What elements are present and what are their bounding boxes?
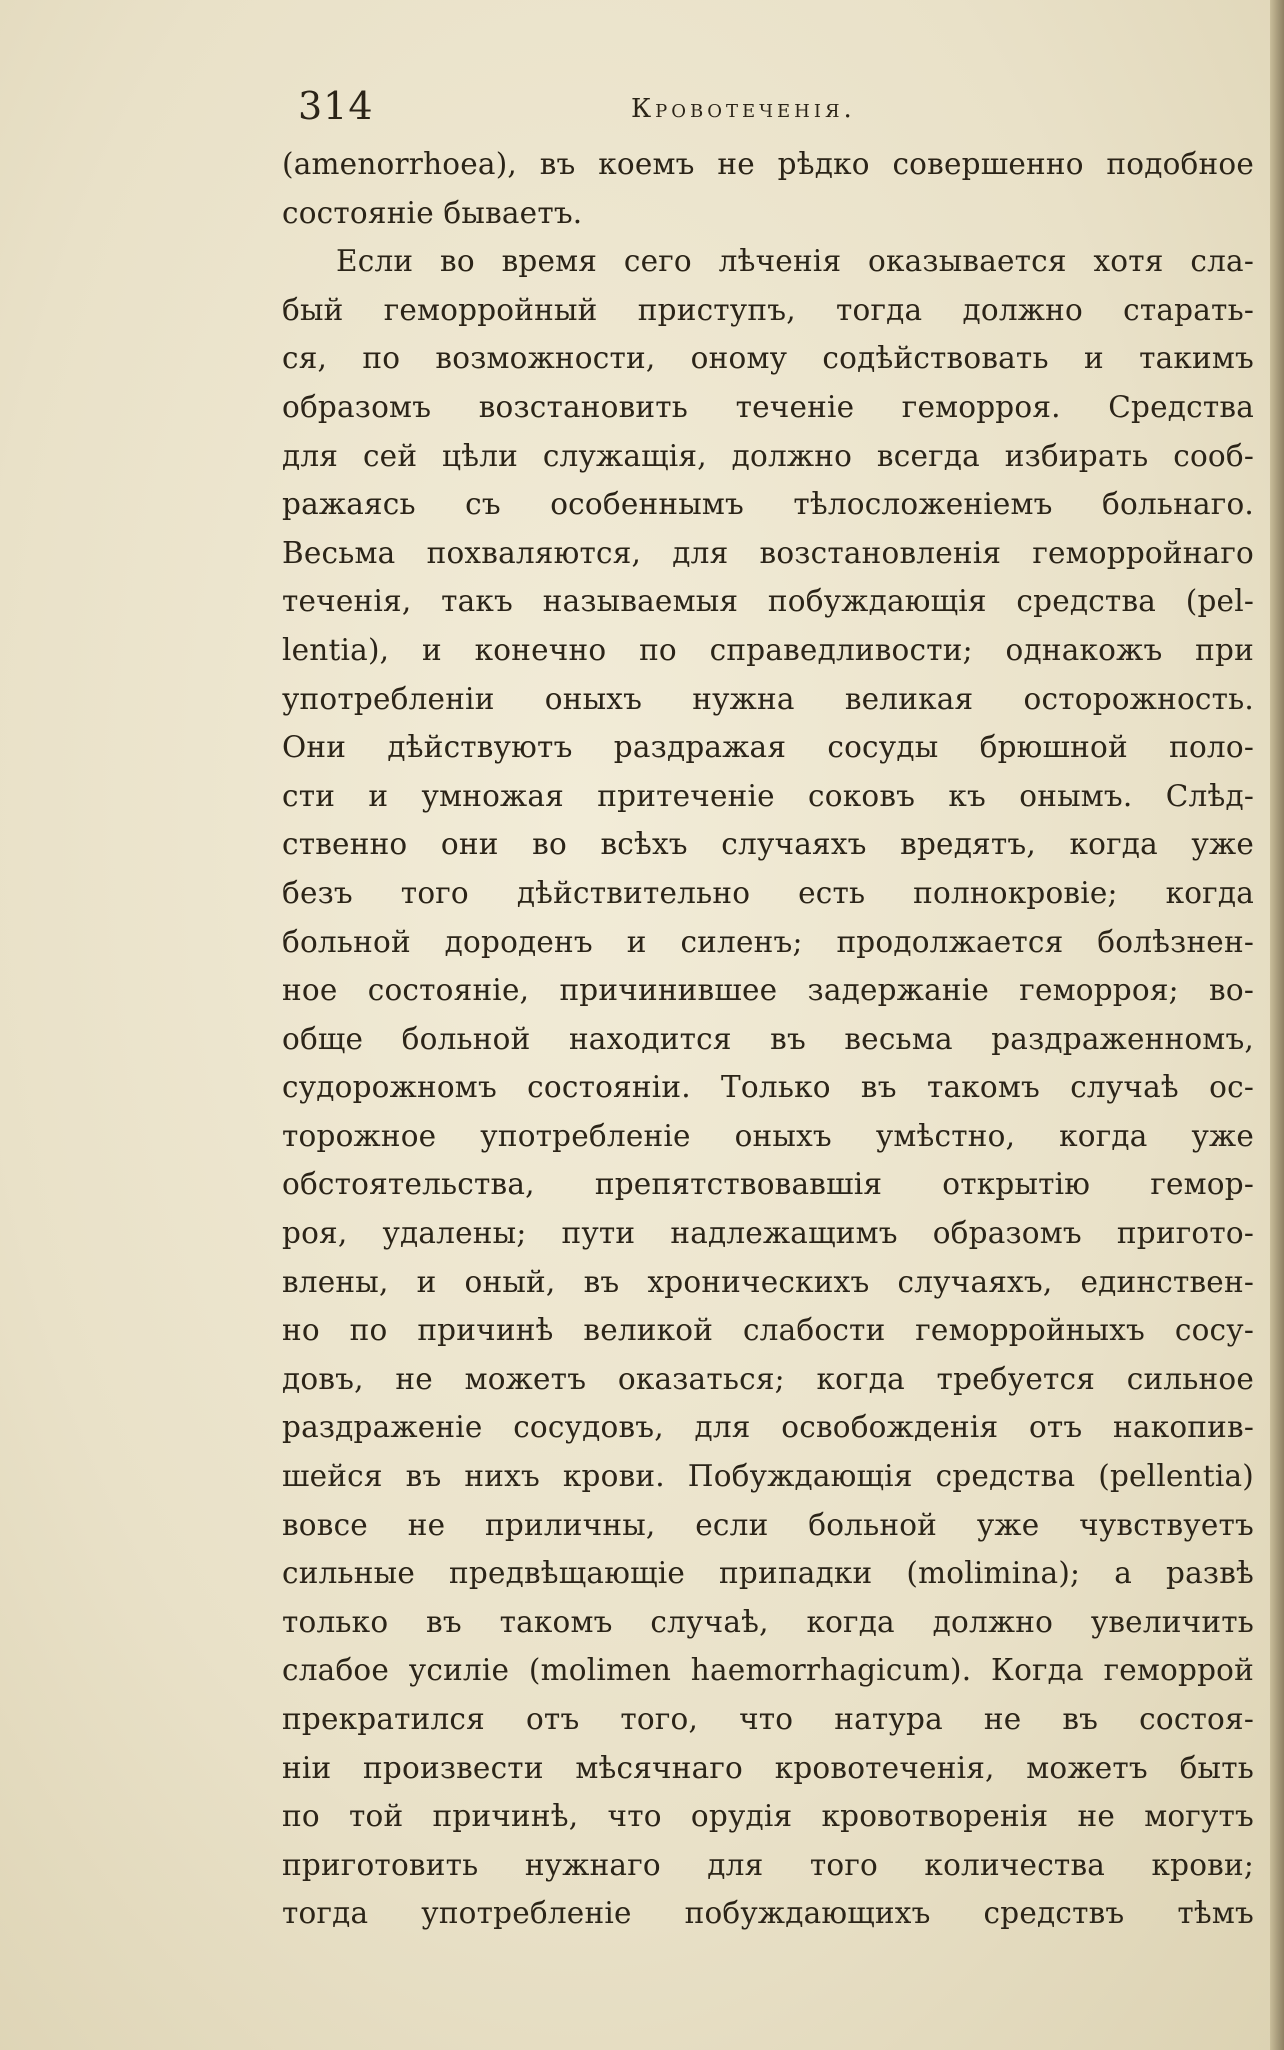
text-line: Они дѣйствуютъ раздражая сосуды брюшной поло- bbox=[282, 730, 1254, 765]
text-line: (amenorrhoea), въ коемъ не рѣдко совершенно подобное bbox=[282, 147, 1254, 181]
text-line: обще больной находится въ весьма раздраженномъ, bbox=[282, 1021, 1254, 1056]
text-line: раздраженіе сосудовъ, для освобожденія отъ накопив- bbox=[282, 1410, 1254, 1445]
text-line: ственно они во всѣхъ случаяхъ вредятъ, когда уже bbox=[282, 827, 1254, 862]
text-line: сти и умножая притеченіе соковъ къ онымъ. Слѣд- bbox=[282, 778, 1254, 813]
text-line: обстоятельства, препятствовавшія открытію гемор- bbox=[282, 1167, 1254, 1202]
text-line: больной дороденъ и силенъ; продолжается болѣзнен- bbox=[282, 924, 1254, 959]
text-line: lentia), и конечно по справедливости; однакожъ при bbox=[282, 632, 1254, 667]
text-line: безъ того дѣйствительно есть полнокровіе; когда bbox=[282, 875, 1254, 910]
text-line: ражаясь съ особеннымъ тѣлосложеніемъ больнаго. bbox=[282, 487, 1254, 522]
text-line: ное состояніе, причинившее задержаніе геморроя; во- bbox=[282, 973, 1254, 1008]
page-number: 314 bbox=[298, 84, 374, 128]
text-line: только въ такомъ случаѣ, когда должно увеличить bbox=[282, 1604, 1254, 1639]
text-line: тогда употребленіе побуждающихъ средствъ тѣмъ bbox=[282, 1896, 1254, 1931]
text-line: слабое усиліе (molimen haemorrhagicum). Когда геморрой bbox=[282, 1653, 1254, 1688]
text-line: приготовить нужнаго для того количества крови; bbox=[282, 1847, 1254, 1882]
text-line: по той причинѣ, что орудія кровотворенія не могутъ bbox=[282, 1799, 1254, 1834]
text-line: прекратился отъ того, что натура не въ состоя- bbox=[282, 1702, 1254, 1736]
text-line: вовсе не приличны, если больной уже чувствуетъ bbox=[282, 1507, 1254, 1542]
running-head: Кровотеченія. bbox=[631, 94, 856, 124]
text-line: Весьма похваляются, для возстановленія геморройнаго bbox=[282, 535, 1254, 570]
text-line: но по причинѣ великой слабости геморройныхъ сосу- bbox=[282, 1313, 1254, 1348]
text-line: теченія, такъ называемыя побуждающія средства (pel- bbox=[282, 584, 1254, 619]
text-line: шейся въ нихъ крови. Побуждающія средства (pellentia) bbox=[282, 1459, 1254, 1494]
text-line: торожное употребленіе оныхъ умѣстно, когда уже bbox=[282, 1118, 1254, 1153]
text-line: судорожномъ состояніи. Только въ такомъ случаѣ ос- bbox=[282, 1070, 1254, 1105]
text-line: употребленіи оныхъ нужна великая осторожность. bbox=[282, 681, 1254, 716]
text-line: ніи произвести мѣсячнаго кровотеченія, можетъ быть bbox=[282, 1750, 1254, 1785]
text-line: ся, по возможности, оному содѣйствовать и такимъ bbox=[282, 341, 1254, 376]
body-text bbox=[282, 140, 1254, 1938]
text-line: для сей цѣли служащія, должно всегда избирать сооб- bbox=[282, 438, 1254, 473]
text-line: довъ, не можетъ оказаться; когда требуется сильное bbox=[282, 1361, 1254, 1396]
text-line: бый геморройный приступъ, тогда должно старать- bbox=[282, 292, 1254, 327]
text-line: сильные предвѣщающіе припадки (molimina); а развѣ bbox=[282, 1556, 1254, 1591]
book-spine-edge bbox=[1270, 0, 1284, 2050]
text-line: роя, удалены; пути надлежащимъ образомъ пригото- bbox=[282, 1216, 1254, 1251]
page-header bbox=[298, 84, 1258, 134]
text-line: состояніе бываетъ. bbox=[282, 195, 583, 230]
text-line: образомъ возстановить теченіе геморроя. Средства bbox=[282, 389, 1254, 424]
text-line: влены, и оный, въ хроническихъ случаяхъ, единствен- bbox=[282, 1264, 1254, 1299]
text-line: Если во время сего лѣченія оказывается хотя сла- bbox=[336, 244, 1254, 279]
